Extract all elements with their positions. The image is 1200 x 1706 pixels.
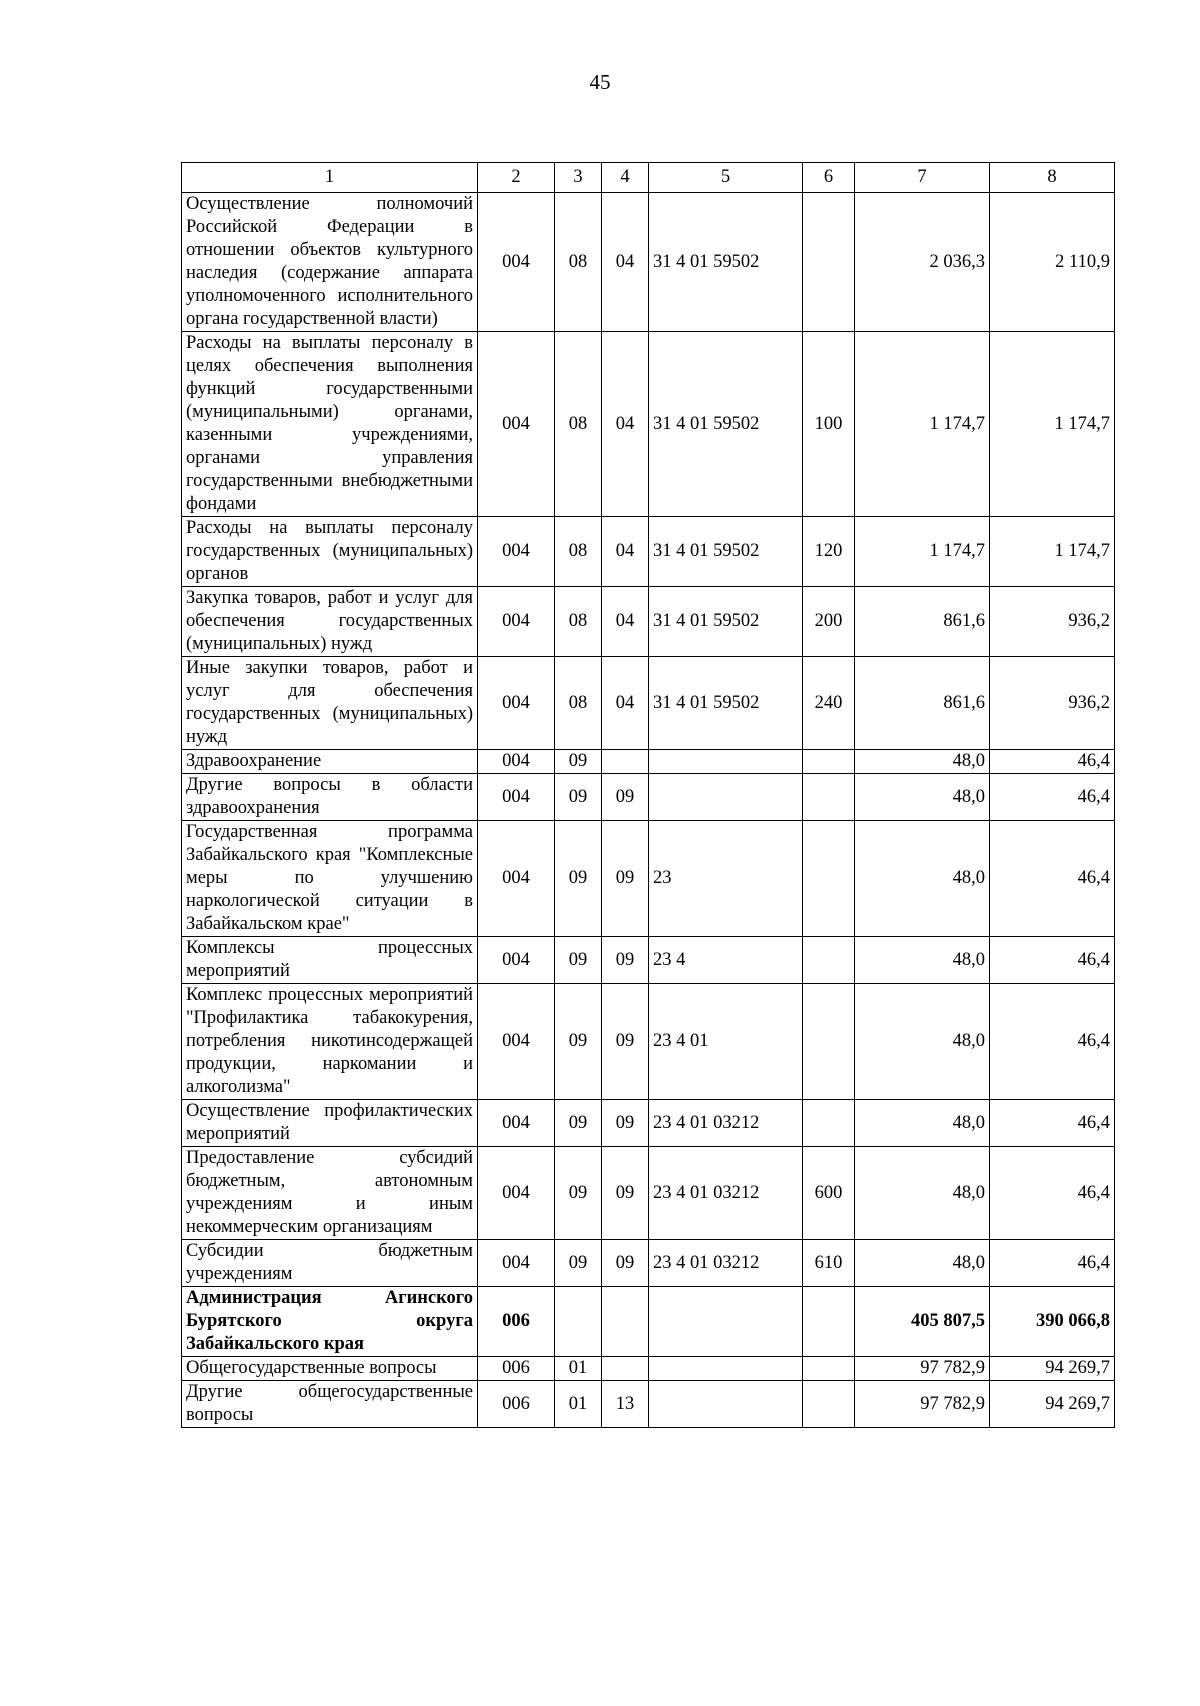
table-row bbox=[182, 1100, 1115, 1147]
cell-section: 01 bbox=[555, 1381, 602, 1428]
cell-subsection: 09 bbox=[602, 774, 649, 821]
cell-amount-8: 390 066,8 bbox=[990, 1287, 1115, 1357]
cell-section bbox=[555, 1287, 602, 1357]
cell-subsection bbox=[602, 1357, 649, 1381]
cell-subsection: 13 bbox=[602, 1381, 649, 1428]
cell-section: 09 bbox=[555, 1147, 602, 1240]
header-cell: 3 bbox=[555, 163, 602, 193]
cell-ministry-code: 004 bbox=[478, 193, 555, 332]
row-name: Другие общегосударственные вопросы bbox=[182, 1381, 478, 1428]
cell-expense-type bbox=[803, 1357, 855, 1381]
cell-amount-8: 94 269,7 bbox=[990, 1357, 1115, 1381]
cell-subsection: 04 bbox=[602, 332, 649, 517]
cell-target-article: 23 4 01 bbox=[649, 984, 803, 1100]
table-row bbox=[182, 517, 1115, 587]
cell-ministry-code: 004 bbox=[478, 1147, 555, 1240]
cell-amount-8: 46,4 bbox=[990, 984, 1115, 1100]
header-cell: 8 bbox=[990, 163, 1115, 193]
cell-target-article bbox=[649, 1357, 803, 1381]
cell-amount-8: 94 269,7 bbox=[990, 1381, 1115, 1428]
table-body bbox=[182, 193, 1115, 1428]
table-row bbox=[182, 774, 1115, 821]
table-row bbox=[182, 332, 1115, 517]
cell-ministry-code: 004 bbox=[478, 821, 555, 937]
cell-section: 09 bbox=[555, 774, 602, 821]
cell-amount-7: 97 782,9 bbox=[855, 1381, 990, 1428]
table-row bbox=[182, 937, 1115, 984]
cell-expense-type bbox=[803, 937, 855, 984]
row-name: Общегосударственные вопросы bbox=[182, 1357, 478, 1381]
cell-section: 01 bbox=[555, 1357, 602, 1381]
cell-amount-7: 861,6 bbox=[855, 587, 990, 657]
cell-amount-7: 48,0 bbox=[855, 774, 990, 821]
table-header-row bbox=[182, 163, 1115, 193]
cell-amount-8: 46,4 bbox=[990, 1240, 1115, 1287]
cell-ministry-code: 004 bbox=[478, 1240, 555, 1287]
row-name: Субсидии бюджетным учреждениям bbox=[182, 1240, 478, 1287]
cell-amount-8: 46,4 bbox=[990, 937, 1115, 984]
cell-section: 08 bbox=[555, 657, 602, 750]
cell-target-article: 31 4 01 59502 bbox=[649, 587, 803, 657]
cell-section: 09 bbox=[555, 1100, 602, 1147]
cell-ministry-code: 004 bbox=[478, 750, 555, 774]
header-cell: 5 bbox=[649, 163, 803, 193]
cell-target-article: 31 4 01 59502 bbox=[649, 517, 803, 587]
cell-target-article bbox=[649, 1287, 803, 1357]
cell-ministry-code: 004 bbox=[478, 587, 555, 657]
cell-amount-7: 97 782,9 bbox=[855, 1357, 990, 1381]
cell-amount-7: 2 036,3 bbox=[855, 193, 990, 332]
row-name: Комплексы процессных мероприятий bbox=[182, 937, 478, 984]
cell-section: 08 bbox=[555, 517, 602, 587]
cell-target-article bbox=[649, 1381, 803, 1428]
cell-subsection: 09 bbox=[602, 984, 649, 1100]
cell-amount-8: 1 174,7 bbox=[990, 517, 1115, 587]
table-row bbox=[182, 1240, 1115, 1287]
budget-table bbox=[181, 162, 1115, 1428]
row-name: Осуществление профилактических мероприятий bbox=[182, 1100, 478, 1147]
row-name: Расходы на выплаты персоналу государственных (муниципальных) органов bbox=[182, 517, 478, 587]
cell-amount-8: 46,4 bbox=[990, 1100, 1115, 1147]
cell-amount-8: 46,4 bbox=[990, 774, 1115, 821]
cell-amount-8: 46,4 bbox=[990, 750, 1115, 774]
row-name: Осуществление полномочий Российской Федерации в отношении объектов культурного наследия (содержание аппарата уполномоченного исполнительного органа государственной власти) bbox=[182, 193, 478, 332]
header-cell: 7 bbox=[855, 163, 990, 193]
cell-target-article: 31 4 01 59502 bbox=[649, 332, 803, 517]
cell-subsection: 09 bbox=[602, 1240, 649, 1287]
header-cell: 4 bbox=[602, 163, 649, 193]
page-number: 45 bbox=[589, 70, 611, 94]
cell-ministry-code: 006 bbox=[478, 1357, 555, 1381]
row-name: Иные закупки товаров, работ и услуг для обеспечения государственных (муниципальных) нужд bbox=[182, 657, 478, 750]
cell-expense-type bbox=[803, 1100, 855, 1147]
cell-section: 09 bbox=[555, 937, 602, 984]
cell-amount-7: 48,0 bbox=[855, 937, 990, 984]
cell-amount-7: 48,0 bbox=[855, 984, 990, 1100]
table-row bbox=[182, 1147, 1115, 1240]
cell-expense-type bbox=[803, 1381, 855, 1428]
cell-section: 09 bbox=[555, 984, 602, 1100]
cell-amount-7: 1 174,7 bbox=[855, 517, 990, 587]
cell-amount-7: 405 807,5 bbox=[855, 1287, 990, 1357]
row-name: Государственная программа Забайкальского края "Комплексные меры по улучшению наркологической ситуации в Забайкальском крае" bbox=[182, 821, 478, 937]
cell-subsection bbox=[602, 1287, 649, 1357]
cell-ministry-code: 004 bbox=[478, 937, 555, 984]
cell-ministry-code: 006 bbox=[478, 1287, 555, 1357]
cell-section: 09 bbox=[555, 1240, 602, 1287]
table-row-administration bbox=[182, 1287, 1115, 1357]
table-row bbox=[182, 1357, 1115, 1381]
cell-target-article: 23 4 01 03212 bbox=[649, 1240, 803, 1287]
cell-expense-type bbox=[803, 821, 855, 937]
cell-amount-7: 48,0 bbox=[855, 750, 990, 774]
cell-target-article bbox=[649, 774, 803, 821]
cell-expense-type: 600 bbox=[803, 1147, 855, 1240]
table-row bbox=[182, 821, 1115, 937]
cell-expense-type: 240 bbox=[803, 657, 855, 750]
cell-amount-8: 46,4 bbox=[990, 1147, 1115, 1240]
cell-amount-7: 48,0 bbox=[855, 821, 990, 937]
cell-subsection bbox=[602, 750, 649, 774]
row-name: Комплекс процессных мероприятий "Профилактика табакокурения, потребления никотинсодержащей продукции, наркомании и алкоголизма" bbox=[182, 984, 478, 1100]
cell-target-article: 23 4 bbox=[649, 937, 803, 984]
cell-amount-7: 861,6 bbox=[855, 657, 990, 750]
row-name: Администрация Агинского Бурятского округа Забайкальского края bbox=[182, 1287, 478, 1357]
cell-expense-type: 610 bbox=[803, 1240, 855, 1287]
row-name: Закупка товаров, работ и услуг для обеспечения государственных (муниципальных) нужд bbox=[182, 587, 478, 657]
header-cell: 1 bbox=[182, 163, 478, 193]
table-row bbox=[182, 984, 1115, 1100]
cell-ministry-code: 006 bbox=[478, 1381, 555, 1428]
table-row bbox=[182, 657, 1115, 750]
cell-ministry-code: 004 bbox=[478, 657, 555, 750]
cell-subsection: 09 bbox=[602, 821, 649, 937]
cell-ministry-code: 004 bbox=[478, 517, 555, 587]
cell-expense-type bbox=[803, 984, 855, 1100]
cell-expense-type: 100 bbox=[803, 332, 855, 517]
row-name: Другие вопросы в области здравоохранения bbox=[182, 774, 478, 821]
cell-amount-7: 48,0 bbox=[855, 1240, 990, 1287]
cell-amount-7: 1 174,7 bbox=[855, 332, 990, 517]
row-name: Предоставление субсидий бюджетным, автономным учреждениям и иным некоммерческим организациям bbox=[182, 1147, 478, 1240]
cell-target-article: 31 4 01 59502 bbox=[649, 193, 803, 332]
cell-target-article: 23 4 01 03212 bbox=[649, 1100, 803, 1147]
cell-expense-type: 200 bbox=[803, 587, 855, 657]
cell-target-article bbox=[649, 750, 803, 774]
cell-target-article: 23 4 01 03212 bbox=[649, 1147, 803, 1240]
header-cell: 2 bbox=[478, 163, 555, 193]
cell-amount-8: 1 174,7 bbox=[990, 332, 1115, 517]
cell-section: 08 bbox=[555, 332, 602, 517]
cell-subsection: 09 bbox=[602, 1100, 649, 1147]
cell-amount-7: 48,0 bbox=[855, 1100, 990, 1147]
cell-subsection: 04 bbox=[602, 193, 649, 332]
table-row bbox=[182, 587, 1115, 657]
cell-ministry-code: 004 bbox=[478, 332, 555, 517]
cell-ministry-code: 004 bbox=[478, 1100, 555, 1147]
cell-amount-8: 936,2 bbox=[990, 657, 1115, 750]
cell-expense-type bbox=[803, 774, 855, 821]
row-name: Здравоохранение bbox=[182, 750, 478, 774]
table-row bbox=[182, 193, 1115, 332]
cell-section: 08 bbox=[555, 587, 602, 657]
cell-subsection: 04 bbox=[602, 517, 649, 587]
cell-expense-type: 120 bbox=[803, 517, 855, 587]
cell-amount-8: 2 110,9 bbox=[990, 193, 1115, 332]
cell-ministry-code: 004 bbox=[478, 984, 555, 1100]
cell-subsection: 09 bbox=[602, 1147, 649, 1240]
cell-amount-8: 936,2 bbox=[990, 587, 1115, 657]
table-row bbox=[182, 750, 1115, 774]
cell-expense-type bbox=[803, 193, 855, 332]
header-cell: 6 bbox=[803, 163, 855, 193]
cell-amount-7: 48,0 bbox=[855, 1147, 990, 1240]
cell-subsection: 04 bbox=[602, 657, 649, 750]
cell-section: 09 bbox=[555, 821, 602, 937]
table-row bbox=[182, 1381, 1115, 1428]
cell-subsection: 09 bbox=[602, 937, 649, 984]
cell-amount-8: 46,4 bbox=[990, 821, 1115, 937]
row-name: Расходы на выплаты персоналу в целях обеспечения выполнения функций государственными (муниципальными) органами, казенными учреждениями, органами управления государственными внебюджетными фондами bbox=[182, 332, 478, 517]
cell-section: 08 bbox=[555, 193, 602, 332]
cell-expense-type bbox=[803, 1287, 855, 1357]
cell-expense-type bbox=[803, 750, 855, 774]
cell-target-article: 23 bbox=[649, 821, 803, 937]
cell-section: 09 bbox=[555, 750, 602, 774]
cell-target-article: 31 4 01 59502 bbox=[649, 657, 803, 750]
cell-subsection: 04 bbox=[602, 587, 649, 657]
cell-ministry-code: 004 bbox=[478, 774, 555, 821]
